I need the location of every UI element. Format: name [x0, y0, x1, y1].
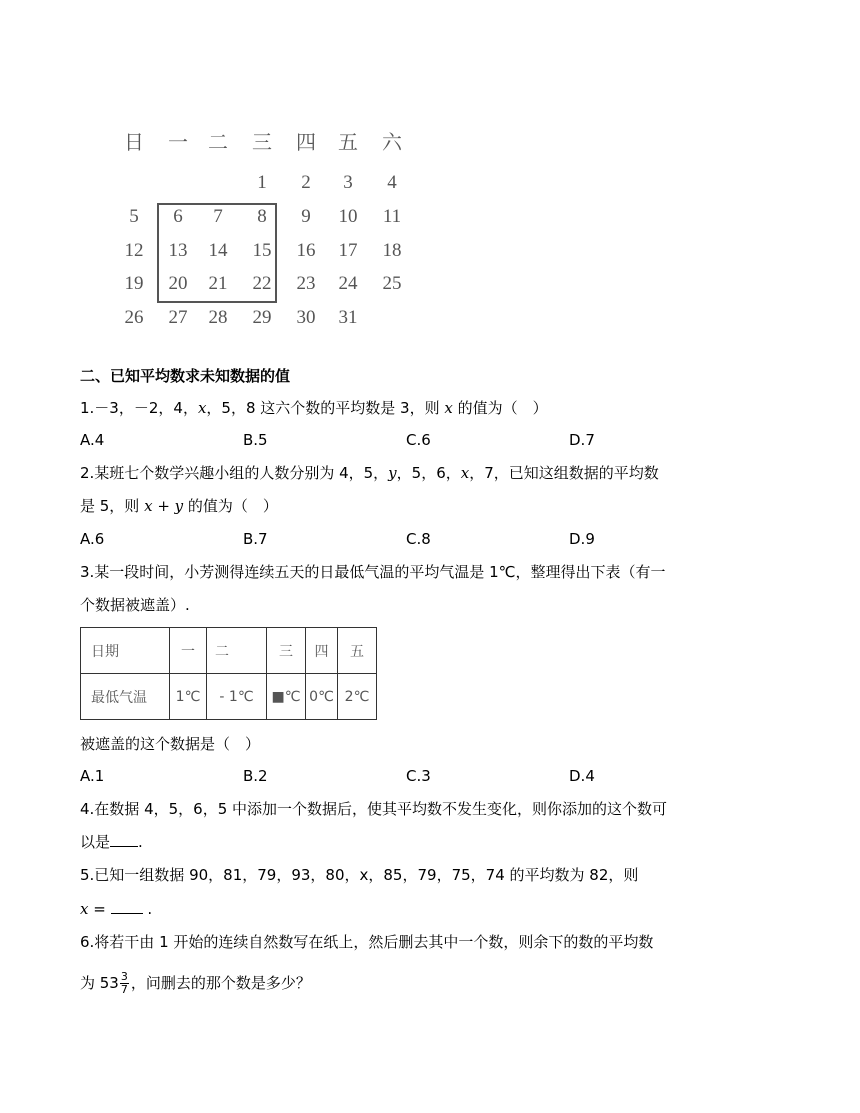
question-6-line-2	[80, 970, 311, 996]
q1-text-b: ，5，8 这六个数的平均数是 3，则	[206, 399, 445, 417]
table-cell: 1℃	[170, 674, 207, 720]
calendar-day: 24	[338, 273, 358, 294]
q2-text-c: ，7，已知这组数据的平均数	[469, 464, 659, 482]
calendar-day: 12	[124, 240, 144, 261]
q2-option-a[interactable]: A.6	[80, 530, 105, 548]
calendar-day: 1	[257, 172, 267, 193]
q2-var-x: x	[460, 464, 470, 482]
q3-option-b[interactable]: B.2	[243, 767, 268, 785]
calendar-day: 7	[213, 206, 223, 227]
q4-text: 以是	[80, 833, 111, 851]
calendar-day: 18	[382, 240, 402, 261]
table-cell: 五	[338, 628, 377, 674]
calendar-header: 三	[252, 132, 272, 154]
table-cell: ■℃	[267, 674, 306, 720]
table-cell: 2℃	[338, 674, 377, 720]
calendar-day: 6	[173, 206, 183, 227]
calendar-day: 13	[168, 240, 188, 261]
q4-answer-blank[interactable]	[110, 832, 138, 847]
q6-fraction	[120, 971, 129, 996]
calendar-day: 23	[296, 273, 316, 294]
table-cell: 最低气温	[81, 674, 170, 720]
q2-option-d[interactable]: D.9	[569, 530, 595, 548]
calendar-day: 15	[252, 240, 272, 261]
q2-text-e: 的值为（ ）	[183, 497, 278, 515]
calendar-day: 9	[301, 206, 311, 227]
calendar-day: 27	[168, 307, 188, 328]
calendar-day: 14	[208, 240, 228, 261]
q6-text-b: ，问删去的那个数是多少？	[130, 974, 311, 992]
question-3-line-1: 3.某一段时间，小芳测得连续五天的日最低气温的平均气温是 1℃，整理得出下表（有一	[80, 563, 666, 581]
q2-var-y: y	[388, 464, 397, 482]
calendar-selection-box	[157, 203, 277, 303]
q6-frac-denominator: 7	[120, 983, 128, 996]
q2-text-a: 2.某班七个数学兴趣小组的人数分别为 4，5，	[80, 464, 389, 482]
q1-option-d[interactable]: D.7	[569, 431, 595, 449]
q3-option-d[interactable]: D.4	[569, 767, 595, 785]
calendar-day: 29	[252, 307, 272, 328]
question-2-line-2	[80, 496, 278, 516]
table-cell: 四	[306, 628, 338, 674]
calendar-day: 25	[382, 273, 402, 294]
q5-answer-blank[interactable]	[111, 899, 143, 914]
q3-option-c[interactable]: C.3	[406, 767, 431, 785]
calendar-day: 16	[296, 240, 316, 261]
q1-text-a: 1.－3，－2，4，	[80, 399, 198, 417]
calendar-day: 17	[338, 240, 358, 261]
table-cell: 一	[170, 628, 207, 674]
table-cell: 日期	[81, 628, 170, 674]
q1-text-c: 的值为（ ）	[452, 399, 548, 417]
calendar-day: 10	[338, 206, 358, 227]
calendar-day: 22	[252, 273, 272, 294]
q1-option-b[interactable]: B.5	[243, 431, 268, 449]
calendar-header: 四	[296, 132, 316, 154]
q6-text-a: 为 53	[80, 974, 119, 992]
q3-option-a[interactable]: A.1	[80, 767, 105, 785]
q1-var-x-2: x	[444, 399, 453, 417]
calendar-header: 五	[338, 132, 358, 154]
calendar-header: 日	[124, 132, 144, 154]
calendar-header: 六	[382, 132, 402, 154]
calendar-header: 一	[168, 132, 188, 154]
table-cell: 0℃	[306, 674, 338, 720]
calendar-day: 30	[296, 307, 316, 328]
question-3-after: 被遮盖的这个数据是（ ）	[80, 735, 261, 753]
q2-option-c[interactable]: C.8	[406, 530, 431, 548]
calendar-day: 4	[387, 172, 397, 193]
calendar-day: 2	[301, 172, 311, 193]
calendar-day: 11	[382, 206, 402, 227]
question-2-line-1	[80, 463, 659, 483]
question-5-line-1: 5.已知一组数据 90，81，79，93，80，x，85，79，75，74 的平均数为 82，则	[80, 866, 639, 884]
question-4-line-1: 4.在数据 4，5，6，5 中添加一个数据后，使其平均数不发生变化，则你添加的这个数可	[80, 800, 668, 818]
q1-option-c[interactable]: C.6	[406, 431, 431, 449]
calendar-header: 二	[208, 132, 228, 154]
table-row	[81, 674, 377, 720]
calendar-day: 19	[124, 273, 144, 294]
question-3-line-2: 个数据被遮盖）.	[80, 596, 190, 614]
calendar-day: 3	[343, 172, 353, 193]
q5-var-x: x	[80, 900, 89, 918]
q1-var-x: x	[197, 399, 207, 417]
calendar-day: 31	[338, 307, 358, 328]
question-6-line-1: 6.将若干由 1 开始的连续自然数写在纸上，然后删去其中一个数，则余下的数的平均数	[80, 933, 654, 951]
q2-option-b[interactable]: B.7	[243, 530, 268, 548]
table-cell: 三	[267, 628, 306, 674]
question-1	[80, 398, 548, 418]
q2-text-d: 是 5，则	[80, 497, 145, 515]
calendar-day: 20	[168, 273, 188, 294]
calendar-day: 21	[208, 273, 228, 294]
calendar-day: 8	[257, 206, 267, 227]
temperature-table	[80, 627, 377, 720]
calendar-day: 26	[124, 307, 144, 328]
q2-text-b: ，5，6，	[396, 464, 461, 482]
q1-option-a[interactable]: A.4	[80, 431, 105, 449]
question-4-line-2: 以是 .	[80, 833, 143, 851]
q2-expr: x + y	[144, 497, 184, 515]
calendar-day: 5	[129, 206, 139, 227]
table-row	[81, 628, 377, 674]
table-cell: 二	[207, 628, 267, 674]
calendar-day: 28	[208, 307, 228, 328]
q6-frac-numerator: 3	[120, 970, 128, 983]
section-title: 二、已知平均数求未知数据的值	[80, 367, 291, 385]
q5-equals: =	[88, 900, 111, 918]
table-cell: - 1℃	[207, 674, 267, 720]
question-5-line-2: x = .	[80, 900, 153, 918]
